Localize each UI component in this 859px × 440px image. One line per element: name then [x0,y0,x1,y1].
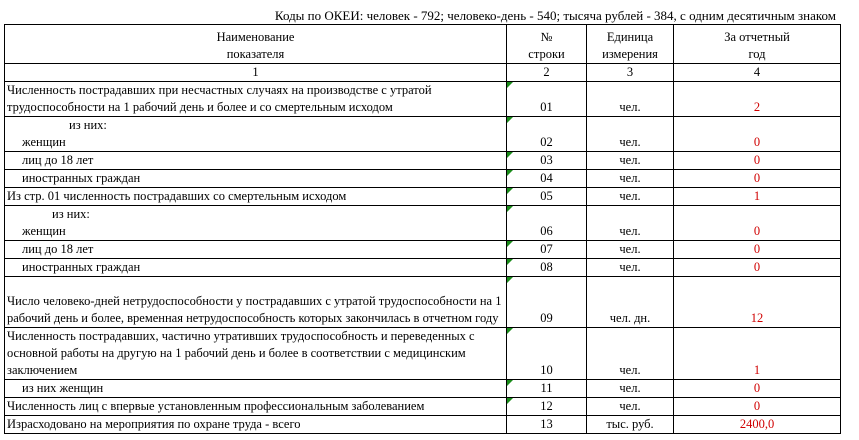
row-number-cell[interactable] [507,170,587,188]
row-value[interactable]: 0 [674,206,841,241]
row-prefix: из них: [69,118,107,132]
row-label: иностранных граждан [5,170,507,188]
comment-marker-icon [507,259,513,265]
table-row [5,416,841,434]
table-row [5,152,841,170]
row-number: 10 [540,363,553,377]
comment-marker-icon [507,82,513,88]
column-number-row [5,64,841,82]
comment-marker-icon [507,277,513,283]
header-value-line2: год [748,47,766,61]
comment-marker-icon [507,380,513,386]
row-number-cell[interactable] [507,152,587,170]
row-value[interactable]: 2 [674,82,841,117]
row-label: Число человеко-дней нетрудоспособности у пострадавших с утратой трудоспособности на 1 рабочий день и более, временная нетрудоспособность которых закончилась в отчетном году [5,277,507,328]
header-name-line1: Наименование [216,30,295,44]
row-label: Численность пострадавших, частично утративших трудоспособность и переведенных с основной работы на другую на 1 рабочий день и более в соответствии с медицинским заключением [5,328,507,380]
row-value[interactable]: 0 [674,241,841,259]
table-row [5,82,841,117]
row-number-cell[interactable] [507,328,587,380]
row-value[interactable]: 0 [674,152,841,170]
row-number-cell[interactable] [507,188,587,206]
row-number-cell[interactable] [507,82,587,117]
table-row [5,328,841,380]
row-number: 08 [540,260,553,274]
row-number: 01 [540,100,553,114]
row-number: 11 [540,381,553,395]
okei-codes-caption: Коды по ОКЕИ: человек - 792; человеко-день - 540; тысяча рублей - 384, с одним десятичным знаком [274,8,836,23]
row-number: 07 [540,242,553,256]
row-unit: чел. дн. [587,277,674,328]
row-unit: чел. [587,117,674,152]
row-label: Численность пострадавших при несчастных случаях на производстве с утратой трудоспособности на 1 рабочий день и более и со смертельным исходом [5,82,507,117]
header-unit [587,25,674,64]
table-row [5,241,841,259]
row-value[interactable]: 12 [674,277,841,328]
row-unit: чел. [587,259,674,277]
row-unit: тыс. руб. [587,416,674,434]
row-unit: чел. [587,398,674,416]
row-number: 12 [540,399,553,413]
header-unit-line2: измерения [602,47,658,61]
comment-marker-icon [507,188,513,194]
header-row-number [507,25,587,64]
row-unit: чел. [587,241,674,259]
header-name-line2: показателя [226,47,285,61]
row-number: 02 [540,135,553,149]
row-label: лиц до 18 лет [5,152,507,170]
row-label: женщин [22,135,66,149]
comment-marker-icon [507,398,513,404]
row-label: Численность лиц с впервые установленным профессиональным заболеванием [5,398,507,416]
header-unit-line1: Единица [606,30,654,44]
comment-marker-icon [507,152,513,158]
row-number-cell[interactable] [507,277,587,328]
row-label-cell [5,206,507,241]
row-value[interactable]: 0 [674,117,841,152]
table-row [5,398,841,416]
table-row [5,170,841,188]
table-row [5,277,841,328]
comment-marker-icon [507,170,513,176]
table-row [5,380,841,398]
row-label: Израсходовано на мероприятия по охране труда - всего [5,416,507,434]
row-prefix: из них: [52,207,90,221]
column-number-1: 1 [5,64,507,82]
row-number-cell[interactable] [507,206,587,241]
column-number-2: 2 [507,64,587,82]
comment-marker-icon [507,117,513,123]
table-row [5,259,841,277]
row-number: 13 [540,417,553,431]
header-row [5,25,841,64]
comment-marker-icon [507,206,513,212]
row-label: лиц до 18 лет [5,241,507,259]
header-value-line1: За отчетный [724,30,790,44]
row-number: 03 [540,153,553,167]
comment-marker-icon [507,241,513,247]
row-unit: чел. [587,152,674,170]
row-label: из них женщин [5,380,507,398]
row-value[interactable]: 0 [674,259,841,277]
row-unit: чел. [587,380,674,398]
row-unit: чел. [587,170,674,188]
header-row-line1: № [540,30,553,44]
table-row [5,188,841,206]
header-value [674,25,841,64]
row-label: Из стр. 01 численность пострадавших со смертельным исходом [5,188,507,206]
row-value[interactable]: 0 [674,380,841,398]
header-row-line2: строки [528,47,565,61]
table-row [5,206,841,241]
header-name [5,25,507,64]
row-number-cell[interactable] [507,398,587,416]
row-value[interactable]: 0 [674,398,841,416]
row-value[interactable]: 0 [674,170,841,188]
row-number-cell[interactable] [507,380,587,398]
row-number-cell[interactable] [507,117,587,152]
row-number-cell[interactable] [507,416,587,434]
comment-marker-icon [507,328,513,334]
row-unit: чел. [587,82,674,117]
table-row [5,117,841,152]
row-number-cell[interactable] [507,241,587,259]
column-number-3: 3 [587,64,674,82]
row-unit: чел. [587,206,674,241]
row-number: 04 [540,171,553,185]
row-value[interactable]: 1 [674,328,841,380]
row-unit: чел. [587,328,674,380]
row-label-cell [5,117,507,152]
row-unit: чел. [587,188,674,206]
report-table [4,24,841,434]
row-number-cell[interactable] [507,259,587,277]
row-label: иностранных граждан [5,259,507,277]
row-value[interactable]: 1 [674,188,841,206]
row-number: 05 [540,189,553,203]
row-value[interactable]: 2400,0 [674,416,841,434]
column-number-4: 4 [674,64,841,82]
row-number: 09 [540,311,553,325]
row-label: женщин [22,224,66,238]
row-number: 06 [540,224,553,238]
